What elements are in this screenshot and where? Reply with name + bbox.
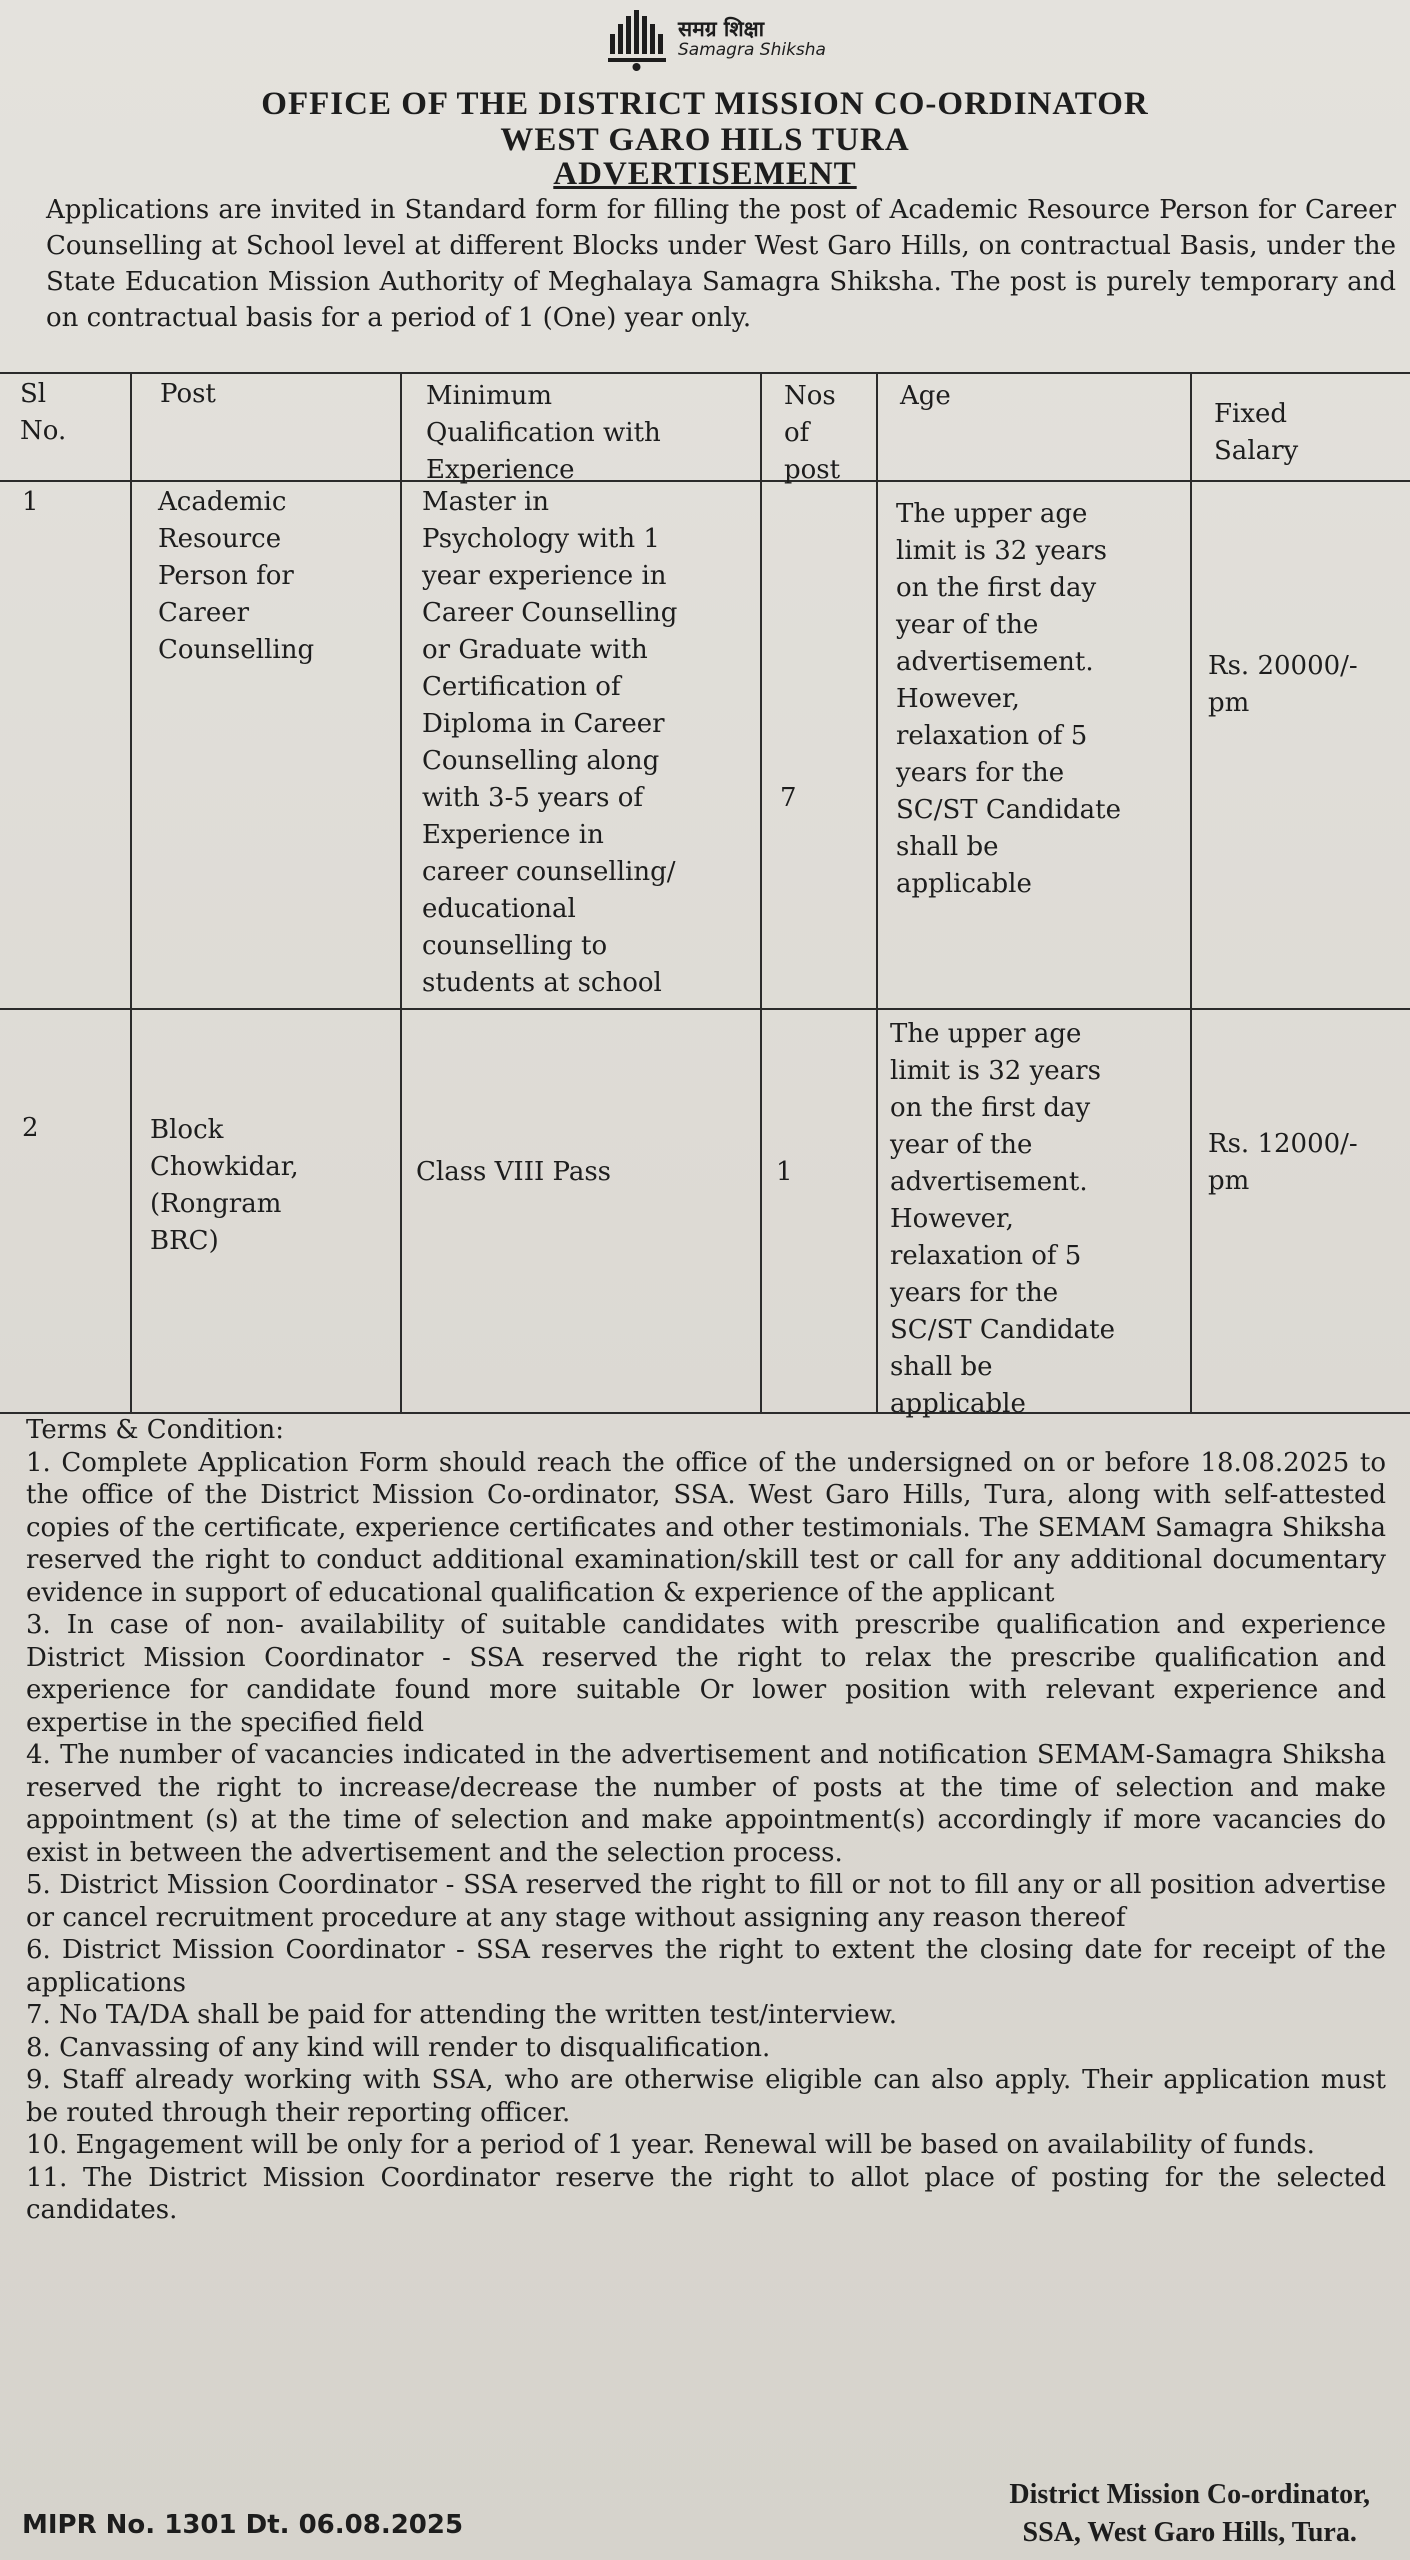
header-post: Post — [160, 379, 216, 409]
row2-qualification: Class VIII Pass — [416, 1157, 612, 1187]
mipr-number: MIPR No. 1301 Dt. 06.08.2025 — [22, 2510, 464, 2540]
office-heading: OFFICE OF THE DISTRICT MISSION CO-ORDINATOR — [261, 86, 1149, 122]
header-age: Age — [900, 381, 951, 411]
term-item: 10. Engagement will be only for a period of 1 year. Renewal will be based on availability of funds. — [26, 2130, 1315, 2160]
logo-hindi-text: समग्र शिक्षा — [678, 17, 765, 42]
office-location-heading: WEST GARO HILS TURA — [500, 122, 910, 158]
header-fixed-salary: Fixed Salary — [1214, 399, 1299, 466]
intro-paragraph: Applications are invited in Standard form for filling the post of Academic Resource Person for Career Counselling at School level at different Blocks under West Garo Hills, on contractual Basis, under the State Education Mission Authority of Meghalaya Samagra Shiksha. The post is purely temporary and on contractual basis for a period of 1 (One) year only. — [46, 195, 1396, 333]
terms-and-conditions — [26, 1414, 1386, 2227]
vacancy-table — [0, 372, 1410, 1419]
row1-fixed-salary: Rs. 20000/- pm — [1208, 651, 1358, 718]
term-item: 5. District Mission Coordinator - SSA reserved the right to fill or not to fill any or all position advertise or cancel recruitment procedure at any stage without assigning any reason thereof — [26, 1870, 1386, 1933]
terms-title: Terms & Condition: — [26, 1415, 284, 1445]
term-item: 7. No TA/DA shall be paid for attending the written test/interview. — [26, 2000, 898, 2030]
term-item: 1. Complete Application Form should reach the office of the undersigned on or before 18.08.2025 to the office of the District Mission Co-ordinator, SSA. West Garo Hills, Tura, along with self-attested copies of the certificate, experience certificates and other testimonials. The SEMAM Samagra Shiksha reserved the right to conduct additional examination/skill test or call for any additional documentary evidence in support of educational qualification & experience of the applicant — [26, 1447, 1386, 1608]
row1-nos-of-post: 7 — [780, 783, 797, 813]
logo-english-text: Samagra Shiksha — [678, 40, 826, 61]
term-item: 8. Canvassing of any kind will render to disqualification. — [26, 2032, 771, 2063]
advertisement-title: ADVERTISEMENT — [553, 156, 857, 192]
signatory-title: District Mission Co-ordinator, — [1009, 2479, 1370, 2510]
row1-qualification: Master in Psychology with 1 year experience in Career Counselling or Graduate with Certification of Diploma in Career Counselling along with 3-5 years of Experience in career counselling/ educational counselling to students at school — [422, 487, 678, 998]
signatory-block — [1009, 2476, 1370, 2552]
row2-post: Block Chowkidar, (Rongram BRC) — [150, 1115, 299, 1256]
row1-post: Academic Resource Person for Career Counselling — [158, 487, 315, 665]
signatory-office: SSA, West Garo Hills, Tura. — [1022, 2517, 1357, 2548]
row2-age: The upper age limit is 32 years on the first day year of the advertisement. However, relaxation of 5 years for the SC/ST Candidate shall be applicable — [890, 1019, 1115, 1419]
row1-age: The upper age limit is 32 years on the first day year of the advertisement. However, relaxation of 5 years for the SC/ST Candidate shall be applicable — [896, 499, 1121, 899]
row2-sl-no: 2 — [22, 1113, 39, 1143]
term-item: 4. The number of vacancies indicated in the advertisement and notification SEMAM-Samagra Shiksha reserved the right to increase/decrease the number of posts at the time of selection and make appointment (s) at the time of selection and make appointment(s) accordingly if more vacancies do exist in between the advertisement and the selection process. — [26, 1740, 1386, 1868]
term-item: 3. In case of non- availability of suitable candidates with prescribe qualification and experience District Mission Coordinator - SSA reserved the right to relax the prescribe qualification and experience for candidate found more suitable Or lower position with relevant experience and expertise in the specified field — [26, 1610, 1386, 1738]
header-qualification: Minimum Qualification with Experience — [426, 381, 661, 485]
row2-nos-of-post: 1 — [776, 1157, 793, 1187]
row2-fixed-salary: Rs. 12000/- pm — [1208, 1129, 1358, 1196]
header-nos-of-post: Nos of post — [784, 381, 841, 485]
header-sl-no: Sl No. — [20, 379, 67, 446]
row1-sl-no: 1 — [22, 487, 39, 517]
samagra-shiksha-logo — [606, 6, 826, 72]
term-item: 11. The District Mission Coordinator reserve the right to allot place of posting for the selected candidates. — [26, 2162, 1386, 2225]
samagra-shiksha-logo-icon — [606, 6, 668, 72]
term-item: 9. Staff already working with SSA, who are otherwise eligible can also apply. Their application must be routed through their reporting officer. — [26, 2065, 1386, 2128]
term-item: 6. District Mission Coordinator - SSA reserves the right to extent the closing date for receipt of the applications — [26, 1935, 1386, 1998]
